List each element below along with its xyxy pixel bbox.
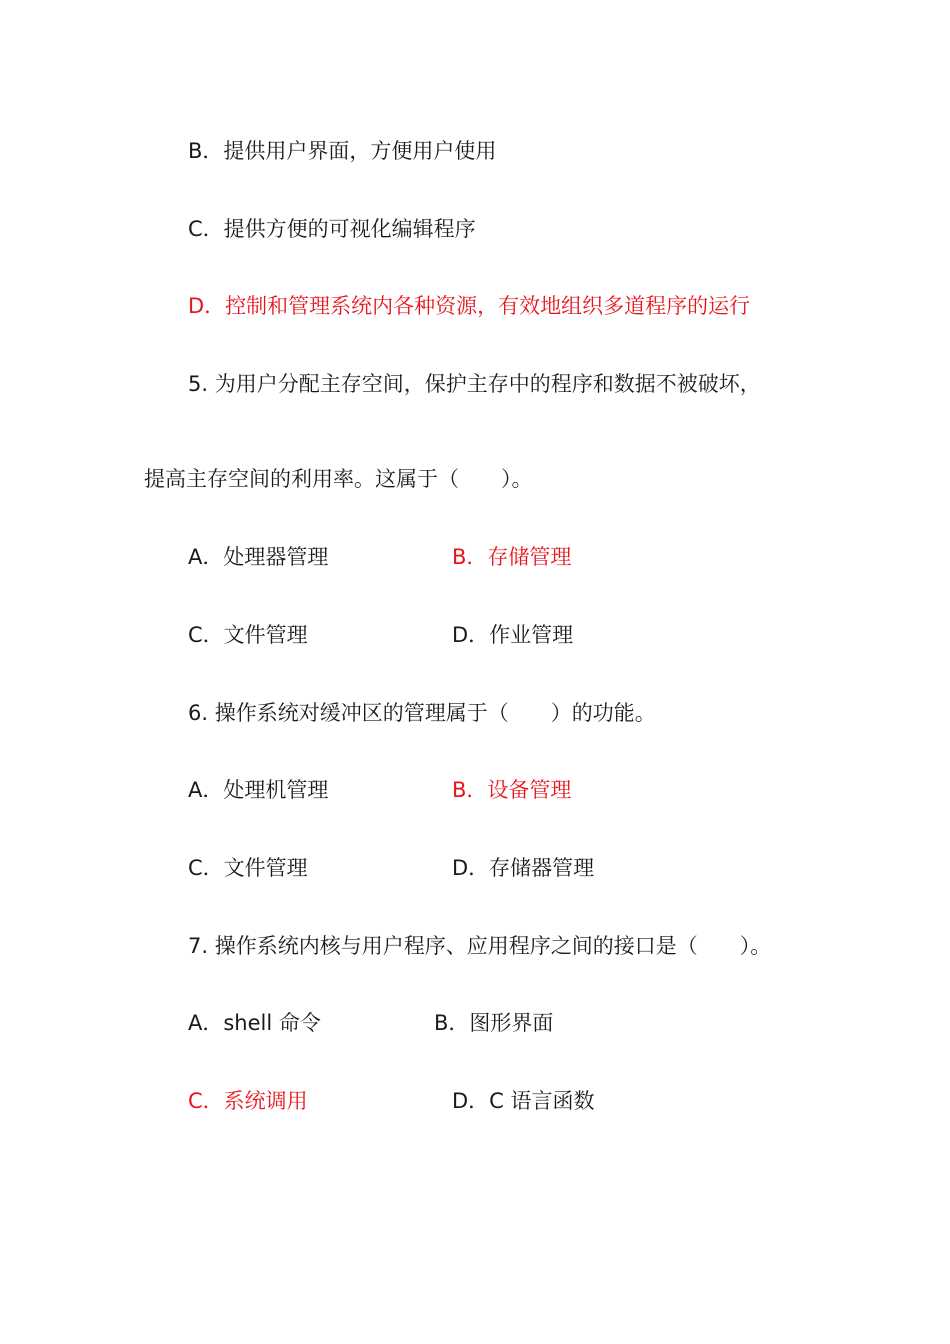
q5-option-d: D．作业管理 [452,623,574,647]
q5-option-a: A．处理器管理 [188,545,329,569]
q7-stem: 7. 操作系统内核与用户程序、应用程序之间的接口是（ ）。 [188,934,772,958]
q7-option-d: D．C 语言函数 [452,1089,595,1113]
q7-option-a: A．shell 命令 [188,1011,321,1035]
q6-option-a: A．处理机管理 [188,778,329,802]
q7-option-b: B．图形界面 [434,1011,554,1035]
q5-option-b-correct-answer: B．存储管理 [452,545,572,569]
q4-option-b: B．提供用户界面，方便用户使用 [188,139,497,163]
q4-option-d-correct-answer: D．控制和管理系统内各种资源，有效地组织多道程序的运行 [188,294,751,318]
q6-stem: 6. 操作系统对缓冲区的管理属于（ ）的功能。 [188,701,656,725]
q6-option-d: D．存储器管理 [452,856,595,880]
q6-option-b-correct-answer: B．设备管理 [452,778,572,802]
q5-option-c: C．文件管理 [188,623,308,647]
q5-stem-line2: 提高主存空间的利用率。这属于（ ）。 [144,467,533,491]
q5-stem-line1: 5. 为用户分配主存空间，保护主存中的程序和数据不被破坏， [188,372,761,396]
q6-option-c: C．文件管理 [188,856,308,880]
q4-option-c: C．提供方便的可视化编辑程序 [188,217,476,241]
q7-option-c-correct-answer: C．系统调用 [188,1089,308,1113]
